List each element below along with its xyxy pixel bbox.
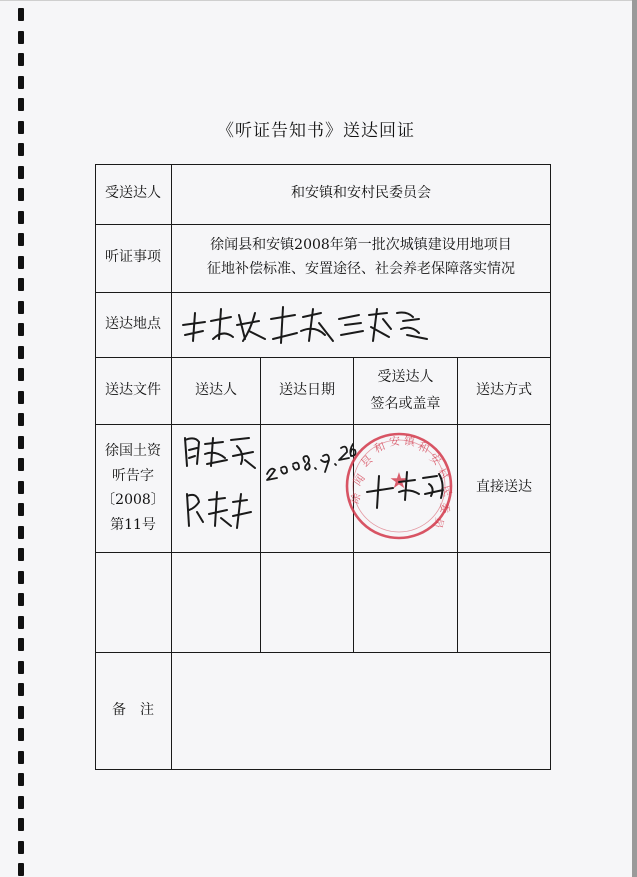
hearing-matter-line-2: 征地补偿标准、安置途径、社会养老保障落实情况: [207, 261, 515, 277]
binding-hole: [18, 481, 24, 494]
svg-text:和: 和: [372, 439, 388, 456]
svg-text:镇: 镇: [403, 434, 416, 449]
binding-hole: [18, 796, 24, 809]
svg-text:★: ★: [389, 469, 409, 494]
location-label: 送达地点: [105, 315, 161, 332]
document-number-line-1: 徐国土资: [105, 443, 161, 459]
binding-hole: [18, 638, 24, 651]
column-header-sender: 送达人: [195, 381, 237, 398]
binding-hole: [18, 368, 24, 381]
sender-signatures: [175, 430, 259, 548]
svg-text:闻: 闻: [350, 471, 368, 489]
binding-hole: [18, 53, 24, 66]
svg-text:委: 委: [437, 502, 452, 514]
column-header-document: 送达文件: [105, 381, 161, 398]
binding-hole: [18, 346, 24, 359]
binding-hole: [18, 503, 24, 516]
binding-hole: [18, 76, 24, 89]
recipient-signature: [357, 464, 457, 512]
binding-hole: [18, 188, 24, 201]
binding-hole: [18, 571, 24, 584]
column-header-date: 送达日期: [279, 381, 335, 398]
location-handwriting: [175, 295, 435, 353]
binding-hole: [18, 773, 24, 786]
table-border-right: [550, 164, 551, 770]
binding-hole: [18, 301, 24, 314]
svg-text:安: 安: [426, 450, 444, 468]
binding-hole: [18, 751, 24, 764]
table-border-bottom: [95, 769, 551, 770]
svg-text:村: 村: [434, 465, 452, 483]
document-title: 《听证告知书》送达回证: [217, 121, 415, 141]
binding-hole: [18, 706, 24, 719]
binding-hole: [18, 31, 24, 44]
binding-hole: [18, 143, 24, 156]
binding-hole: [18, 661, 24, 674]
delivery-method-value: 直接送达: [476, 479, 532, 496]
binding-hole: [18, 98, 24, 111]
row-divider: [95, 552, 551, 553]
binding-hole: [18, 436, 24, 449]
binding-hole: [18, 593, 24, 606]
binding-hole: [18, 863, 24, 876]
remarks-label: 备 注: [112, 701, 154, 718]
document-number-line-2: 听告字: [112, 467, 154, 484]
svg-text:安: 安: [388, 434, 401, 449]
binding-hole: [18, 211, 24, 224]
recipient-label: 受送达人: [105, 185, 161, 202]
binding-hole: [18, 278, 24, 291]
binding-hole: [18, 256, 24, 269]
page-edge: [0, 0, 632, 1]
binding-hole: [18, 166, 24, 179]
svg-text:员: 员: [430, 515, 447, 530]
svg-text:和: 和: [415, 439, 432, 456]
binding-hole: [18, 458, 24, 471]
document-number: [95, 424, 171, 552]
binding-hole: [18, 413, 24, 426]
recipient-value: 和安镇和安村民委员会: [291, 185, 431, 202]
binding-hole: [18, 233, 24, 246]
hearing-matter-value: [172, 224, 550, 292]
binding-hole: [18, 683, 24, 696]
hearing-matter-line-1: 徐闻县和安镇2008年第一批次城镇建设用地项目: [210, 237, 512, 254]
document-number-line-3: 〔2008〕: [101, 492, 165, 508]
column-header-method: 送达方式: [476, 381, 532, 398]
column-header-signer-line-2: 签名或盖章: [370, 395, 441, 412]
binding-hole: [18, 818, 24, 831]
svg-text:县: 县: [358, 452, 376, 470]
svg-text:徐: 徐: [347, 491, 364, 507]
svg-text:民: 民: [438, 483, 453, 499]
column-header-signer-line-1: 受送达人: [377, 368, 434, 385]
remarks-value: [172, 652, 550, 769]
delivery-receipt-table: [95, 164, 551, 770]
binding-hole: [18, 841, 24, 854]
binding-hole: [18, 728, 24, 741]
binding-hole: [18, 323, 24, 336]
column-header-signer: [354, 357, 457, 424]
document-number-line-4: 第11号: [110, 516, 156, 533]
binding-hole: [18, 548, 24, 561]
binding-hole: [18, 526, 24, 539]
binding-hole: [18, 616, 24, 629]
binding-hole: [18, 8, 24, 21]
binding-hole: [18, 391, 24, 404]
hearing-matter-label: 听证事项: [105, 249, 161, 266]
